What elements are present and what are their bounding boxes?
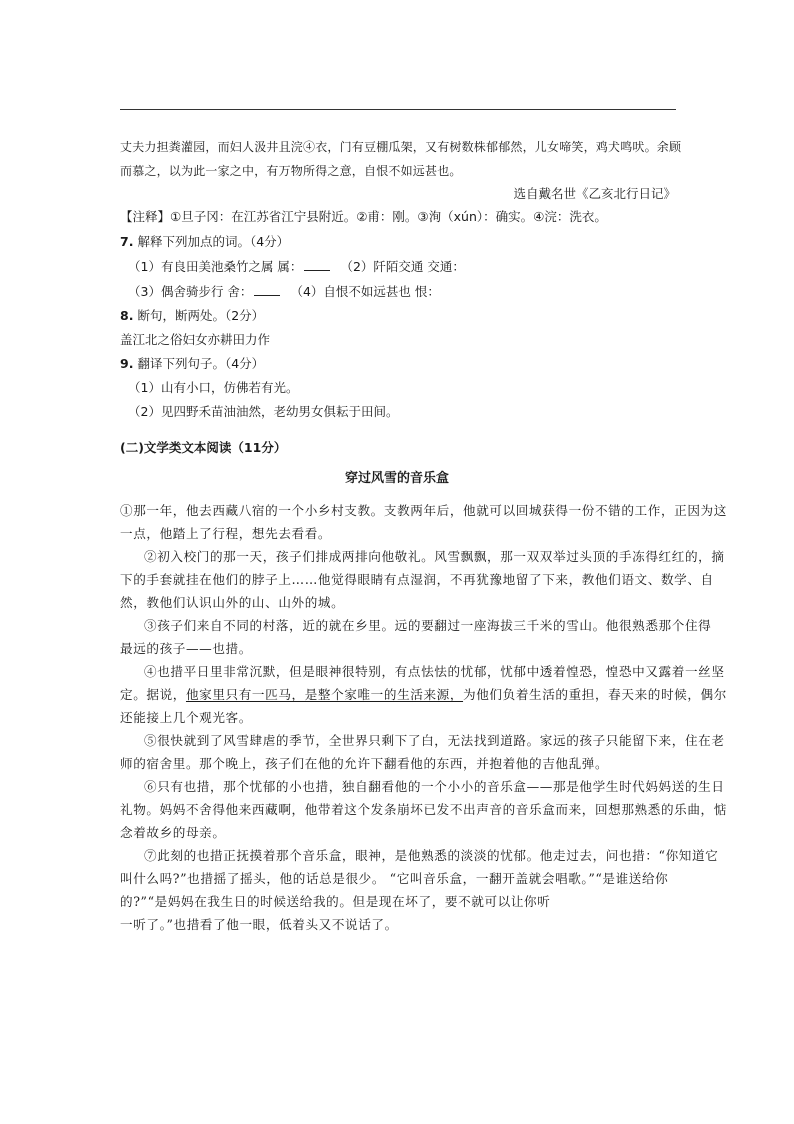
passage-line: ②初入校门的那一天，孩子们排成两排向他敬礼。风雪飘飘，那一双双举过头顶的手冻得红红的，摘 [144,549,725,564]
question-9-item-1: （1）山有小口，仿佛若有光。 [128,380,299,395]
annotation-notes: 【注释】①旦子冈：在江苏省江宁县附近。②甫：刚。③洵（xún）：确实。④浣：洗衣。 [120,209,607,224]
underlined-phrase: 他家里只有一匹马，是整个家唯一的生活来源， [185,687,464,702]
question-7-row-1 [128,259,465,275]
question-number: 9. [120,356,134,371]
passage-line: 最远的孩子——也措。 [120,641,252,656]
question-prompt: 翻译下列句子。（4分） [137,356,265,371]
passage-title: 穿过风雪的音乐盒 [344,471,449,486]
header-rule [120,109,676,110]
passage-text: 定。据说， [120,687,186,702]
q7-item-4: （4）自恨不如远甚也 恨： [290,284,440,299]
passage-text: 为他们负着生活的重担，春天来的时候，偶尔 [463,687,727,702]
passage-line: 师的宿舍里。那个晚上，孩子们在他的允许下翻看他的东西，并抱着他的吉他乱弹。 [120,756,609,771]
classical-text-line-1: 丈夫力担粪灌园，而妇人汲井且浣④衣，门有豆棚瓜架，又有树数株郁郁然，儿女啼笑，鸡犬鸣吠。余顾 [120,140,682,154]
passage-line [120,687,727,703]
passage-line: 下的手套就挂在他们的脖子上……他觉得眼睛有点湿润，不再犹豫地留了下来，教他们语文、数学、自 [120,572,714,587]
q7-item-1: （1）有良田美池桑竹之属 属： [128,259,303,274]
q7-item-2: （2）阡陌交通 交通： [340,259,465,274]
source-citation: 选自戴名世《乙亥北行日记》 [513,186,676,201]
question-prompt: 断句，断两处。（2分） [137,308,265,323]
passage-line: ⑤很快就到了风雪肆虐的季节，全世界只剩下了白，无法找到道路。家远的孩子只能留下来，住在老 [144,733,725,748]
passage-line: ③孩子们来自不同的村落，近的就在乡里。远的要翻过一座海拔三千米的雪山。他很熟悉那个住得 [144,618,712,633]
passage-line: ①那一年，他去西藏八宿的一个小乡村支教。支教两年后，他就可以回城获得一份不错的工作，正因为这 [120,503,727,518]
passage-line: 一听了。”也措看了他一眼，低着头又不说话了。 [120,917,398,932]
passage-line: 叫什么吗?”也措摇了摇头，他的话总是很少。 “它叫音乐盒，一翻开盖就会唱歌。”“是谁送给你 [120,871,669,886]
question-8-sentence: 盖江北之俗妇女亦耕田力作 [120,332,271,347]
answer-blank[interactable] [254,284,280,296]
passage-line: 然，教他们认识山外的山、山外的城。 [120,595,345,610]
question-7-heading [120,234,289,250]
classical-text-line-2: 而慕之，以为此一家之中，有万物所得之意，自恨不如远甚也。 [120,164,462,178]
question-7-row-2 [128,284,440,300]
question-number: 8. [120,308,134,323]
passage-line: 念着故乡的母亲。 [120,825,226,840]
passage-line: 还能接上几个观光客。 [120,710,252,725]
passage-line: ⑥只有也措，那个忧郁的小也措，独自翻看他的一个小小的音乐盒——那是他学生时代妈妈送的生日 [144,779,725,794]
q7-item-3: （3）偶舍骑步行 舍： [128,284,253,299]
passage-line: ⑦此刻的也措正抚摸着那个音乐盒，眼神，是他熟悉的淡淡的忧郁。他走过去，问也措：“你知道它 [144,848,719,863]
passage-line: 一点，他踏上了行程，想先去看看。 [120,526,332,541]
question-number: 7. [120,234,134,249]
question-prompt: 解释下列加点的词。（4分） [137,234,290,249]
answer-blank[interactable] [304,259,330,271]
passage-line: 礼物。妈妈不舍得他来西藏啊，他带着这个发条崩坏已发不出声音的音乐盒而来，回想那熟悉的乐曲，惦 [120,802,727,817]
passage-line: ④也措平日里非常沉默，但是眼神很特别，有点怯怯的忧郁，忧郁中透着惶恐，惶恐中又露着一丝坚 [144,664,725,679]
question-9-item-2: （2）见四野禾苗油油然，老幼男女俱耘于田间。 [128,404,399,419]
question-9-heading [120,356,264,372]
passage-line: 的?”“是妈妈在我生日的时候送给我的。但是现在坏了，要不就可以让你听 [120,894,551,909]
question-8-heading [120,308,264,324]
section-heading: (二)文学类文本阅读（11分） [120,440,287,455]
